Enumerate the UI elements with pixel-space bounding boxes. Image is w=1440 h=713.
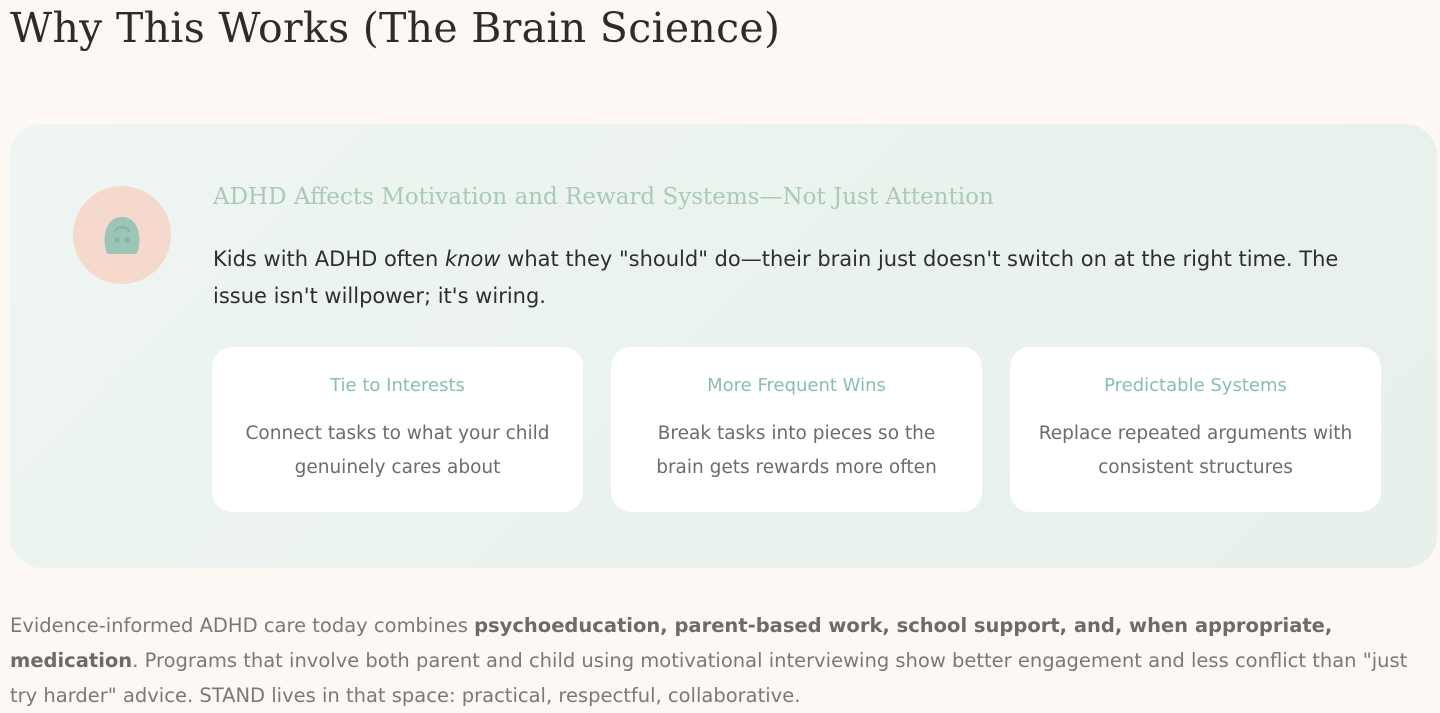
- brain-icon: [100, 213, 144, 257]
- summary-text: Evidence-informed ADHD care today combines: [10, 614, 475, 637]
- card-predictable-systems: [1010, 347, 1381, 512]
- card-title: Tie to Interests: [330, 375, 465, 396]
- card-text: Replace repeated arguments with consistent structures: [1038, 423, 1353, 478]
- summary-bold-text: psychoeducation, parent-based work, school support, and, when appropriate, medication: [10, 614, 1333, 672]
- card-text: Connect tasks to what your child genuinely cares about: [245, 423, 550, 478]
- callout-body-emphasis: know: [444, 247, 501, 271]
- page-title: Why This Works (The Brain Science): [10, 4, 781, 52]
- icon-badge: [73, 186, 171, 284]
- callout-body-text: what they "should" do—their brain just doesn't switch on at the right time. The issue isn't willpower; it's wiring.: [213, 247, 1339, 308]
- callout-body: [213, 241, 1373, 315]
- brain-science-callout: [10, 124, 1437, 568]
- card-tie-to-interests: [212, 347, 583, 512]
- card-title: More Frequent Wins: [707, 375, 886, 396]
- summary-paragraph: [10, 608, 1430, 713]
- summary-text: . Programs that involve both parent and child using motivational interviewing show better engagement and less conflict than "just try harder" advice. STAND lives in that space: practical, respectful, collaborative.: [10, 649, 1408, 707]
- card-more-frequent-wins: [611, 347, 982, 512]
- card-title: Predictable Systems: [1104, 375, 1287, 396]
- callout-body-text: Kids with ADHD often: [213, 247, 445, 271]
- card-text: Break tasks into pieces so the brain gets rewards more often: [656, 423, 937, 478]
- callout-heading: ADHD Affects Motivation and Reward Systems—Not Just Attention: [213, 184, 994, 210]
